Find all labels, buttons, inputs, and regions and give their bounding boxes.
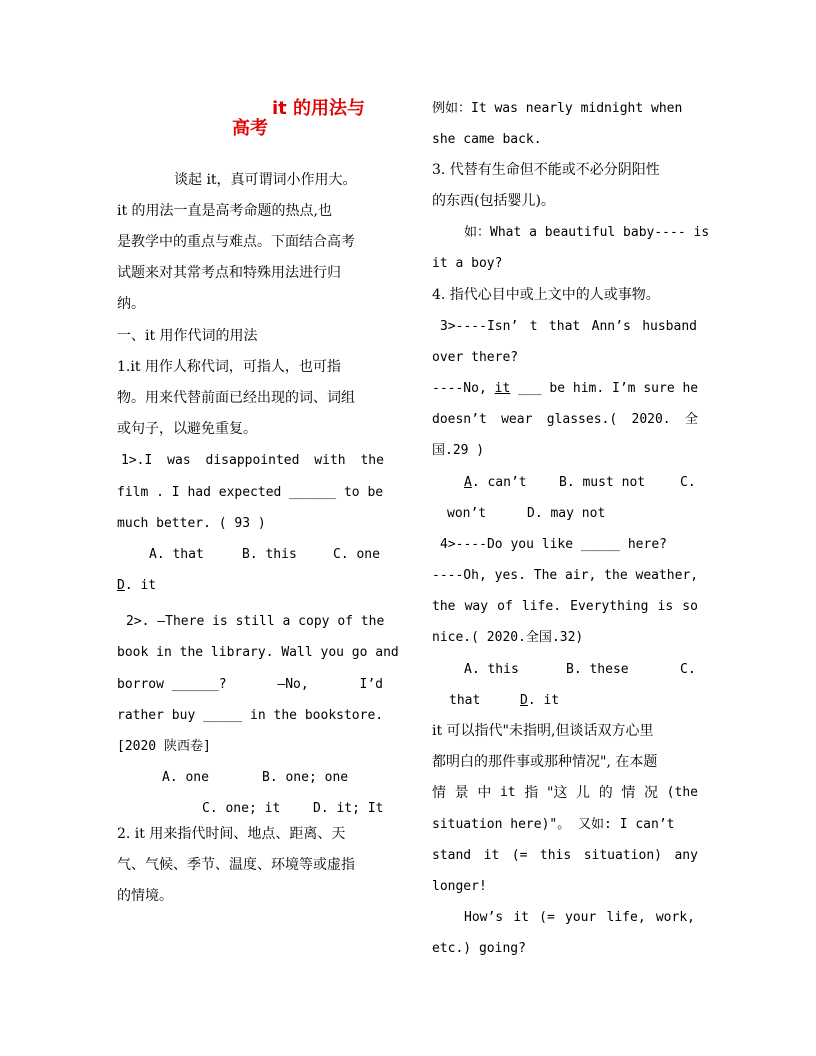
intro-line: it 的用法一直是高考命题的热点,也 bbox=[117, 203, 333, 219]
word: (= bbox=[511, 848, 528, 863]
q4-option-c: C. bbox=[680, 662, 696, 677]
q4-option-c-text: that bbox=[449, 693, 481, 708]
word: husband bbox=[642, 319, 697, 334]
q1-line: much better. ( 93 ) bbox=[117, 516, 266, 531]
q3-option-c-text: won’t bbox=[447, 506, 487, 521]
answer-text: . it bbox=[527, 693, 560, 708]
q2-line: 2>. —There is still a copy of the bbox=[126, 614, 385, 629]
q3-line bbox=[432, 379, 698, 399]
intro-line: 试题来对其常考点和特殊用法进行归 bbox=[117, 265, 341, 281]
q1-option-c: C. one bbox=[333, 547, 380, 562]
q2-line: book in the library. Wall you go and bbox=[117, 645, 399, 660]
q3-line bbox=[440, 317, 697, 337]
example-line: 例如：It was nearly midnight when bbox=[432, 101, 683, 116]
q4-line bbox=[432, 597, 698, 617]
word: stand bbox=[432, 848, 472, 863]
page-title-line2: 高考 bbox=[232, 118, 268, 139]
word: it bbox=[499, 785, 516, 800]
word: way bbox=[464, 599, 489, 614]
word: disappointed bbox=[205, 453, 300, 468]
answer-letter: A bbox=[464, 475, 472, 490]
q4-line: ----Oh, yes. The air, the weather, bbox=[432, 568, 699, 583]
explain-line: 都明白的那件事或那种情况", 在本题 bbox=[432, 754, 658, 770]
point4-line: 4. 指代心目中或上文中的人或事物。 bbox=[432, 287, 660, 303]
word: t bbox=[529, 319, 538, 334]
point2-line: 2. it 用来指代时间、地点、距离、天 bbox=[117, 826, 346, 842]
answer-letter: D bbox=[520, 693, 528, 708]
q2-option-a: A. one bbox=[162, 770, 209, 785]
word: it bbox=[483, 848, 500, 863]
answer-letter: D bbox=[117, 578, 125, 593]
q1-answer bbox=[117, 576, 156, 596]
word: the bbox=[432, 599, 456, 614]
explain-line: it 可以指代"未指明,但谈话双方心里 bbox=[432, 723, 654, 739]
word: life, bbox=[606, 910, 646, 925]
q2-source: [2020 陕西卷] bbox=[117, 739, 211, 754]
point1-line: 物。用来代替前面已经出现的词、词组 bbox=[117, 390, 355, 406]
word: 的 bbox=[598, 785, 613, 801]
explain-line bbox=[464, 908, 695, 928]
word: 情 bbox=[621, 785, 636, 801]
point2-line: 气、气候、季节、温度、环境等或虚指 bbox=[117, 857, 355, 873]
word: situation) bbox=[583, 848, 662, 863]
q3-option-c: C. bbox=[680, 475, 696, 490]
point3-line: 的东西(包括婴儿)。 bbox=[432, 193, 555, 209]
word: glasses.( bbox=[546, 412, 618, 427]
word: work, bbox=[655, 910, 695, 925]
q3-line: over there? bbox=[432, 350, 519, 365]
word: wear bbox=[501, 412, 533, 427]
word: so bbox=[682, 599, 698, 614]
word: 中 bbox=[477, 785, 492, 801]
word: 儿 bbox=[576, 785, 591, 801]
word: 况 bbox=[644, 785, 659, 801]
word: with bbox=[314, 453, 346, 468]
q3-option-b: B. must not bbox=[559, 475, 646, 490]
underlined-word: it bbox=[494, 381, 511, 396]
ex3-line: 如：What a beautiful baby---- is bbox=[464, 225, 710, 240]
section-heading: 一、it 用作代词的用法 bbox=[117, 328, 258, 344]
q3-option-a bbox=[464, 473, 527, 493]
example-line: she came back. bbox=[432, 132, 542, 147]
page-title-line1: it 的用法与 bbox=[272, 98, 366, 119]
q1-option-a: A. that bbox=[149, 547, 204, 562]
q2-option-d: D. it; It bbox=[313, 801, 384, 816]
q4-answer bbox=[520, 691, 559, 711]
intro-line: 谈起 it，真可谓词小作用大。 bbox=[174, 172, 357, 188]
q2-option-b: B. one; one bbox=[262, 770, 349, 785]
word: any bbox=[674, 848, 698, 863]
q4-source: nice.( 2020.全国.32) bbox=[432, 630, 584, 645]
word: this bbox=[539, 848, 572, 863]
explain-line: etc.) going? bbox=[432, 941, 526, 956]
q3-text: ----No, bbox=[432, 381, 495, 396]
q2-line bbox=[117, 675, 383, 695]
word: How’s bbox=[464, 910, 504, 925]
explain-line bbox=[432, 783, 698, 803]
q3-text: ___ be him. I’m sure he bbox=[510, 381, 699, 396]
word: the bbox=[360, 453, 384, 468]
word: life. bbox=[521, 599, 562, 614]
answer-text: . can’t bbox=[471, 475, 527, 490]
word: of bbox=[497, 599, 513, 614]
intro-line: 纳。 bbox=[117, 296, 145, 312]
word: 情 bbox=[432, 785, 446, 801]
word: Everything bbox=[570, 599, 649, 614]
answer-text: . it bbox=[124, 578, 157, 593]
word: 1>.I bbox=[121, 453, 153, 468]
point3-line: 3. 代替有生命但不能或不必分阴阳性 bbox=[432, 162, 660, 178]
word: is bbox=[657, 599, 674, 614]
q1-line: film . I had expected ______ to be bbox=[117, 485, 384, 500]
word: 3>----Isn’ bbox=[440, 319, 519, 334]
word: it bbox=[513, 910, 529, 925]
q4-option-b: B. these bbox=[566, 662, 629, 677]
point1-line: 1.it 用作人称代词，可指人，也可指 bbox=[117, 359, 341, 375]
word: 2020. bbox=[631, 412, 671, 427]
word: 指 bbox=[524, 785, 539, 801]
q1-option-b: B. this bbox=[242, 547, 297, 562]
q4-option-a: A. this bbox=[464, 662, 519, 677]
explain-line: longer! bbox=[432, 879, 487, 894]
point2-line: 的情境。 bbox=[117, 888, 173, 904]
word: 全 bbox=[684, 412, 698, 427]
point1-line: 或句子，以避免重复。 bbox=[117, 421, 257, 437]
word: was bbox=[167, 453, 191, 468]
word: I’d bbox=[359, 677, 383, 692]
word: (= bbox=[539, 910, 555, 925]
q4-line: 4>----Do you like _____ here? bbox=[440, 537, 667, 552]
explain-line bbox=[432, 846, 698, 866]
word: your bbox=[565, 910, 597, 925]
q1-line bbox=[121, 451, 384, 471]
word: Ann’s bbox=[591, 319, 631, 334]
word: that bbox=[548, 319, 581, 334]
q3-option-d: D. may not bbox=[527, 506, 606, 521]
intro-line: 是教学中的重点与难点。下面结合高考 bbox=[117, 234, 355, 250]
word: —No, bbox=[277, 677, 309, 692]
q3-source: 国.29 ) bbox=[432, 443, 485, 458]
q2-option-c: C. one; it bbox=[202, 801, 281, 816]
word: 景 bbox=[454, 785, 469, 801]
word: (the bbox=[666, 785, 698, 800]
q3-line bbox=[432, 410, 698, 430]
word: borrow ______? bbox=[117, 677, 227, 692]
word: "这 bbox=[546, 785, 568, 801]
word: doesn’t bbox=[432, 412, 487, 427]
ex3-line: it a boy? bbox=[432, 256, 503, 271]
explain-line: situation here)"。 又如: I can’t bbox=[432, 817, 675, 832]
q2-line: rather buy _____ in the bookstore. bbox=[117, 708, 384, 723]
